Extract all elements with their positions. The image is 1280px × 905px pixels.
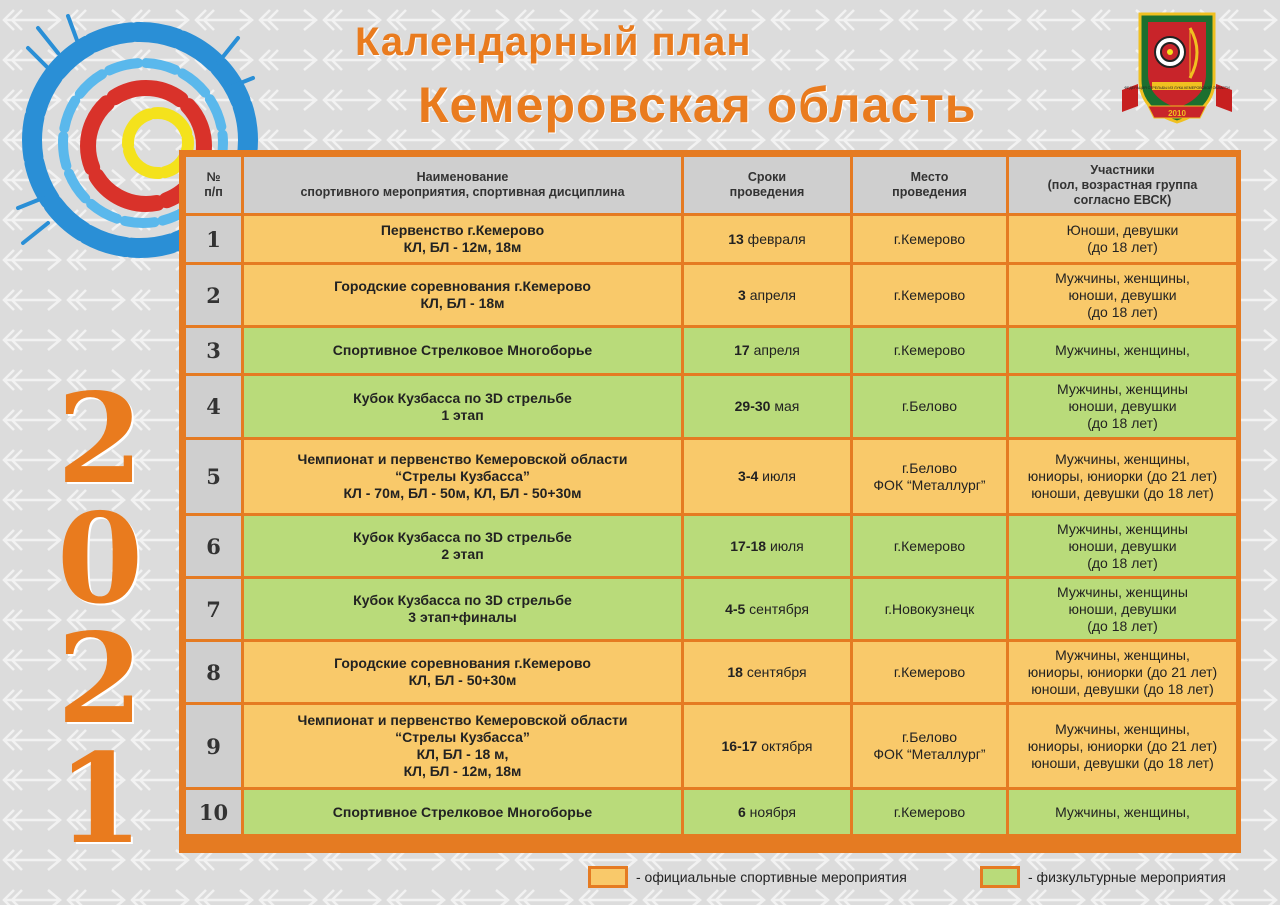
row-number: 2 [186, 265, 241, 325]
event-date-days: 4-5 [725, 600, 746, 617]
event-date [684, 516, 850, 576]
event-date [684, 579, 850, 639]
row-number: 9 [186, 705, 241, 787]
event-date-month: мая [770, 398, 800, 414]
event-place: г.Кемерово [853, 516, 1006, 576]
table-row [186, 579, 1236, 639]
event-date [684, 440, 850, 513]
event-date-month: апреля [749, 342, 800, 358]
event-date-days: 16-17 [721, 737, 758, 754]
event-place: г.Кемерово [853, 328, 1006, 373]
event-date-month: февраля [743, 230, 806, 247]
event-date-days: 3-4 [738, 468, 759, 484]
page-title-line2: Кемеровская область [418, 77, 977, 133]
event-participants: Юноши, девушки (до 18 лет) [1009, 216, 1236, 262]
event-date-days: 6 [737, 803, 746, 820]
event-name: Кубок Кузбасса по 3D стрельбе 1 этап [244, 376, 681, 437]
event-date-days: 17 [734, 342, 750, 358]
event-date-month: июля [758, 468, 796, 484]
legend-fitness-swatch [980, 866, 1020, 888]
event-date-month: ноября [745, 803, 796, 820]
coat-text: ФЕДЕРАЦИЯ СТРЕЛЬБЫ ИЗ ЛУКА КЕМЕРОВСКОЙ ОБЛАСТИ [1124, 86, 1230, 90]
row-number: 5 [186, 440, 241, 513]
event-place: г.Белово [853, 376, 1006, 437]
event-date-days: 17-18 [730, 537, 767, 554]
header-name: Наименование спортивного мероприятия, спортивная дисциплина [244, 157, 681, 213]
table-row [186, 376, 1236, 437]
legend-official [588, 866, 907, 888]
table-row [186, 328, 1236, 373]
legend-official-swatch [588, 866, 628, 888]
table-row [186, 790, 1236, 834]
row-number: 3 [186, 328, 241, 373]
year-vertical [40, 367, 160, 872]
table-row [186, 642, 1236, 702]
year-digit: 2 [56, 607, 144, 752]
event-name: Спортивное Стрелковое Многоборье [244, 790, 681, 834]
event-name: Чемпионат и первенство Кемеровской области “Стрелы Кузбасса” КЛ, БЛ - 18 м, КЛ, БЛ - 12м, 18м [244, 705, 681, 787]
table-row [186, 440, 1236, 513]
event-participants: Мужчины, женщины юноши, девушки (до 18 лет) [1009, 516, 1236, 576]
event-place: г.Новокузнецк [853, 579, 1006, 639]
event-date-days: 18 [727, 663, 743, 680]
header-num: № п/п [186, 157, 241, 213]
legend-fitness [980, 866, 1226, 888]
event-date-days: 3 [738, 286, 746, 303]
event-date-days: 13 [728, 230, 744, 247]
event-name: Чемпионат и первенство Кемеровской области “Стрелы Кузбасса” КЛ - 70м, БЛ - 50м, КЛ, БЛ - 50+30м [244, 440, 681, 513]
event-participants: Мужчины, женщины, юниоры, юниорки (до 21 лет) юноши, девушки (до 18 лет) [1009, 642, 1236, 702]
event-date-month: апреля [745, 286, 796, 303]
event-place: г.Кемерово [853, 790, 1006, 834]
event-date-month: сентября [742, 663, 807, 680]
row-number: 10 [186, 790, 241, 834]
table-row [186, 265, 1236, 325]
event-place: г.Кемерово [853, 216, 1006, 262]
year-digit: 1 [56, 727, 144, 872]
legend-official-label: - официальные спортивные мероприятия [636, 869, 907, 885]
event-participants: Мужчины, женщины, [1009, 790, 1236, 834]
event-name: Первенство г.Кемерово КЛ, БЛ - 12м, 18м [244, 216, 681, 262]
event-name: Кубок Кузбасса по 3D стрельбе 2 этап [244, 516, 681, 576]
event-date [684, 265, 850, 325]
page-title-line1: Календарный план [355, 20, 752, 64]
row-number: 6 [186, 516, 241, 576]
event-date-month: октября [757, 737, 813, 754]
event-date [684, 376, 850, 437]
table-header-row [186, 157, 1236, 213]
event-place: г.Кемерово [853, 642, 1006, 702]
table-row [186, 516, 1236, 576]
calendar-table [183, 154, 1239, 837]
event-participants: Мужчины, женщины, [1009, 328, 1236, 373]
event-date [684, 642, 850, 702]
event-name: Спортивное Стрелковое Многоборье [244, 328, 681, 373]
event-participants: Мужчины, женщины юноши, девушки (до 18 лет) [1009, 376, 1236, 437]
federation-coat-of-arms-icon [1118, 10, 1236, 128]
row-number: 4 [186, 376, 241, 437]
event-place: г.Белово ФОК “Металлург” [853, 705, 1006, 787]
table-row [186, 216, 1236, 262]
year-digit: 2 [56, 367, 144, 512]
year-digit: 0 [56, 487, 144, 632]
event-participants: Мужчины, женщины, юноши, девушки (до 18 лет) [1009, 265, 1236, 325]
coat-year: 2010 [1168, 109, 1186, 118]
event-date-days: 29-30 [734, 398, 771, 414]
event-place: г.Белово ФОК “Металлург” [853, 440, 1006, 513]
event-date [684, 705, 850, 787]
table-row [186, 705, 1236, 787]
event-name: Городские соревнования г.Кемерово КЛ, БЛ - 50+30м [244, 642, 681, 702]
calendar-table-frame [179, 150, 1241, 853]
row-number: 7 [186, 579, 241, 639]
event-participants: Мужчины, женщины, юниоры, юниорки (до 21 лет) юноши, девушки (до 18 лет) [1009, 440, 1236, 513]
event-name: Кубок Кузбасса по 3D стрельбе 3 этап+финалы [244, 579, 681, 639]
header-place: Место проведения [853, 157, 1006, 213]
event-date [684, 216, 850, 262]
row-number: 8 [186, 642, 241, 702]
legend-fitness-label: - физкультурные мероприятия [1028, 869, 1226, 885]
event-name: Городские соревнования г.Кемерово КЛ, БЛ - 18м [244, 265, 681, 325]
row-number: 1 [186, 216, 241, 262]
event-date-month: сентября [745, 600, 809, 617]
event-date [684, 328, 850, 373]
event-participants: Мужчины, женщины, юниоры, юниорки (до 21 лет) юноши, девушки (до 18 лет) [1009, 705, 1236, 787]
event-participants: Мужчины, женщины юноши, девушки (до 18 лет) [1009, 579, 1236, 639]
event-place: г.Кемерово [853, 265, 1006, 325]
header-participants: Участники (пол, возрастная группа согласно ЕВСК) [1009, 157, 1236, 213]
header-date: Сроки проведения [684, 157, 850, 213]
event-date [684, 790, 850, 834]
event-date-month: июля [766, 537, 804, 554]
